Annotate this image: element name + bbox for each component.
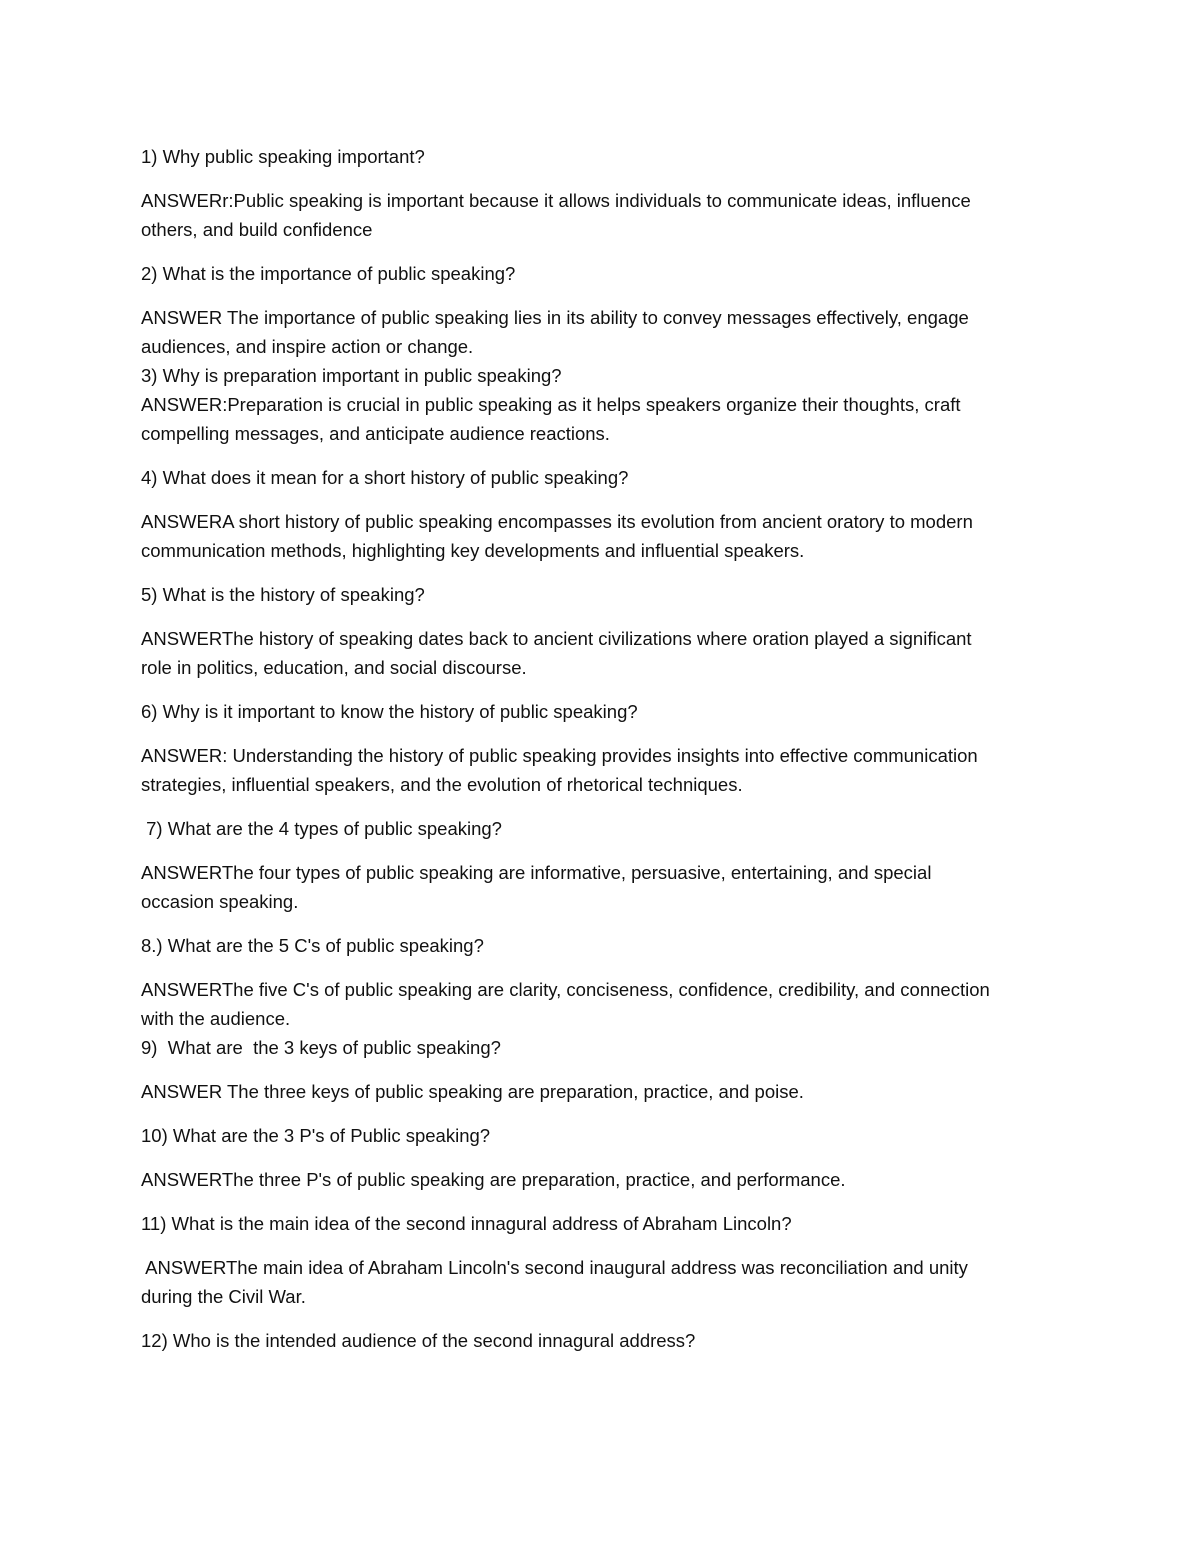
paragraph (141, 697, 1056, 726)
text-line: 9) What are the 3 keys of public speaking? (141, 1037, 501, 1058)
text-line: role in politics, education, and social discourse. (141, 657, 527, 678)
text-line: compelling messages, and anticipate audience reactions. (141, 423, 610, 444)
paragraph (141, 1165, 1056, 1194)
paragraph (141, 1121, 1056, 1150)
text-line: 4) What does it mean for a short history of public speaking? (141, 467, 629, 488)
paragraph (141, 580, 1056, 609)
document-body (141, 142, 1056, 1355)
paragraph (141, 1326, 1056, 1355)
text-line: 6) Why is it important to know the history of public speaking? (141, 701, 638, 722)
paragraph (141, 507, 1056, 565)
text-line: 5) What is the history of speaking? (141, 584, 425, 605)
paragraph (141, 931, 1056, 960)
text-line: others, and build confidence (141, 219, 373, 240)
paragraph (141, 975, 1056, 1062)
text-line: ANSWERr:Public speaking is important because it allows individuals to communicate ideas, influence (141, 190, 971, 211)
text-line: ANSWERThe history of speaking dates back to ancient civilizations where oration played a significant (141, 628, 972, 649)
text-line: occasion speaking. (141, 891, 299, 912)
text-line: ANSWER The importance of public speaking lies in its ability to convey messages effectively, engage (141, 307, 969, 328)
paragraph (141, 741, 1056, 799)
text-line: 8.) What are the 5 C's of public speaking? (141, 935, 484, 956)
text-line: with the audience. (141, 1008, 291, 1029)
text-line: 10) What are the 3 P's of Public speaking? (141, 1125, 491, 1146)
text-line: communication methods, highlighting key developments and influential speakers. (141, 540, 805, 561)
text-line: ANSWER: Understanding the history of public speaking provides insights into effective communication (141, 745, 978, 766)
text-line: ANSWER The three keys of public speaking are preparation, practice, and poise. (141, 1081, 804, 1102)
text-line: during the Civil War. (141, 1286, 306, 1307)
paragraph (141, 1253, 1056, 1311)
paragraph (141, 186, 1056, 244)
paragraph (141, 259, 1056, 288)
text-line: 1) Why public speaking important? (141, 146, 425, 167)
text-line: ANSWER:Preparation is crucial in public speaking as it helps speakers organize their thoughts, craft (141, 394, 961, 415)
text-line: strategies, influential speakers, and the evolution of rhetorical techniques. (141, 774, 743, 795)
text-line: ANSWERThe main idea of Abraham Lincoln's second inaugural address was reconciliation and unity (141, 1257, 968, 1278)
paragraph (141, 1209, 1056, 1238)
paragraph (141, 814, 1056, 843)
text-line: 2) What is the importance of public speaking? (141, 263, 516, 284)
paragraph (141, 1077, 1056, 1106)
paragraph (141, 142, 1056, 171)
paragraph (141, 858, 1056, 916)
text-line: ANSWERThe three P's of public speaking are preparation, practice, and performance. (141, 1169, 846, 1190)
text-line: ANSWERThe five C's of public speaking are clarity, conciseness, confidence, credibility, and connection (141, 979, 990, 1000)
paragraph (141, 303, 1056, 448)
text-line: 12) Who is the intended audience of the second innagural address? (141, 1330, 696, 1351)
text-line: 7) What are the 4 types of public speaking? (141, 818, 502, 839)
text-line: 11) What is the main idea of the second innagural address of Abraham Lincoln? (141, 1213, 792, 1234)
text-line: ANSWERA short history of public speaking encompasses its evolution from ancient oratory to modern (141, 511, 973, 532)
paragraph (141, 624, 1056, 682)
text-line: 3) Why is preparation important in public speaking? (141, 365, 562, 386)
text-line: audiences, and inspire action or change. (141, 336, 474, 357)
text-line: ANSWERThe four types of public speaking are informative, persuasive, entertaining, and special (141, 862, 932, 883)
paragraph (141, 463, 1056, 492)
